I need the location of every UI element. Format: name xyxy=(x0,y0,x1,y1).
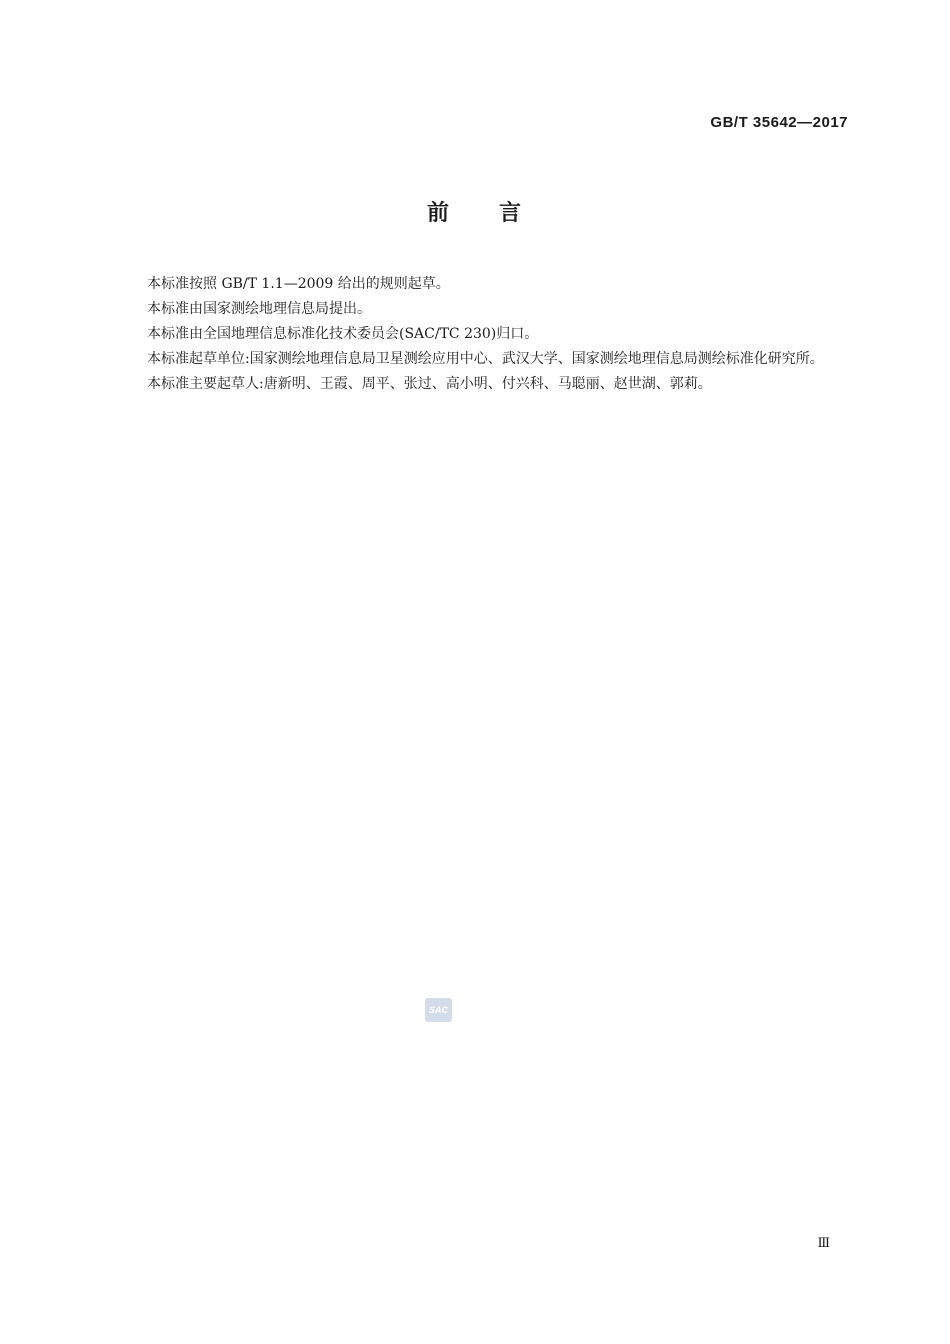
paragraph-proposer: 本标准由国家测绘地理信息局提出。 xyxy=(147,301,371,317)
page-number: Ⅲ xyxy=(817,1236,830,1251)
sac-watermark-logo xyxy=(425,998,452,1022)
paragraph-drafters: 本标准主要起草人:唐新明、王霞、周平、张过、高小明、付兴科、马聪丽、赵世湖、郭莉。 xyxy=(147,376,712,392)
paragraph-drafting-units: 本标准起草单位:国家测绘地理信息局卫星测绘应用中心、武汉大学、国家测绘地理信息局测绘标准化研究所。 xyxy=(147,351,824,367)
page-title: 前 言 xyxy=(426,201,523,226)
paragraph-drafting-rules: 本标准按照 GB/T 1.1—2009 给出的规则起草。 xyxy=(147,276,450,292)
paragraph-technical-committee: 本标准由全国地理信息标准化技术委员会(SAC/TC 230)归口。 xyxy=(147,326,539,342)
standard-number: GB/T 35642—2017 xyxy=(710,114,848,131)
sac-watermark-label: SAC xyxy=(428,1005,448,1015)
foreword-body xyxy=(114,272,850,397)
